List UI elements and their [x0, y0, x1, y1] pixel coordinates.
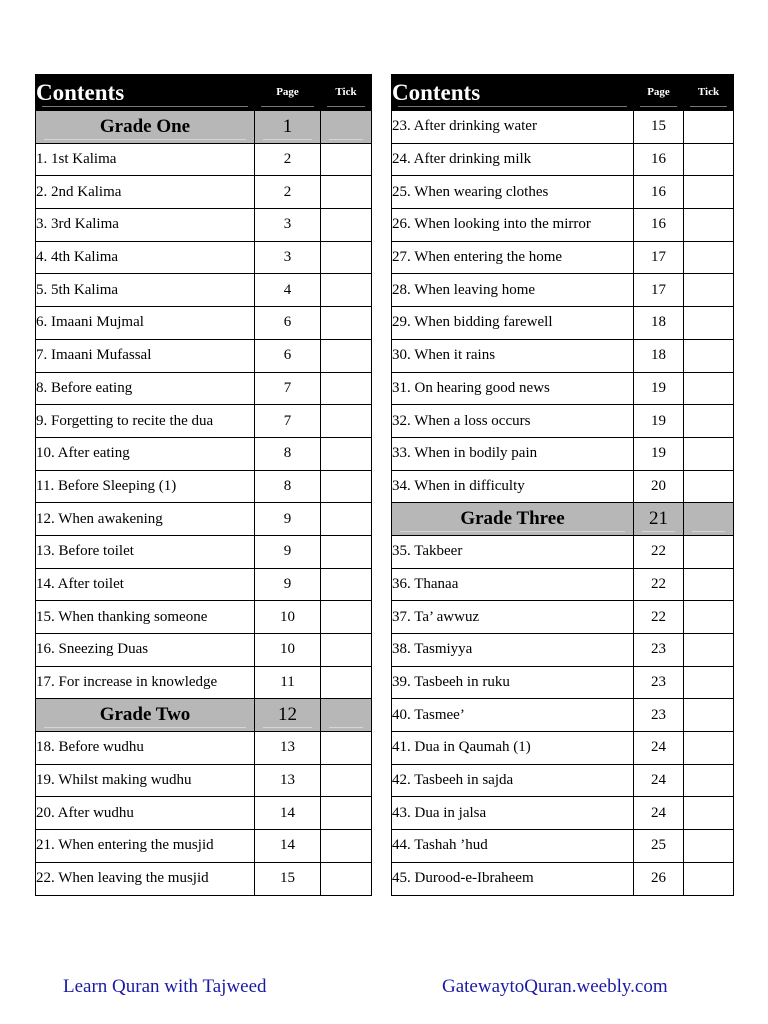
- page-number: 24: [634, 797, 684, 830]
- contents-header-right: [392, 75, 734, 111]
- tick-box[interactable]: [684, 241, 734, 274]
- entry-title: 25. When wearing clothes: [392, 176, 634, 209]
- page-number: 12: [255, 699, 321, 732]
- entry-title: 6. Imaani Mujmal: [36, 307, 255, 340]
- tick-box[interactable]: [684, 764, 734, 797]
- entry-title: 30. When it rains: [392, 339, 634, 372]
- entry-title: 7. Imaani Mufassal: [36, 339, 255, 372]
- tick-column-header: Tick: [684, 75, 734, 111]
- tick-box[interactable]: [684, 732, 734, 765]
- tick-box[interactable]: [321, 535, 372, 568]
- entry-title: 33. When in bodily pain: [392, 437, 634, 470]
- contents-right-body: [392, 75, 734, 896]
- contents-row: [36, 470, 372, 503]
- contents-row: [36, 143, 372, 176]
- cell-underline: [44, 727, 246, 728]
- grade-heading-row: [36, 699, 372, 732]
- contents-row: [36, 274, 372, 307]
- contents-table-right: [391, 74, 734, 896]
- grade-heading-row: [36, 111, 372, 144]
- contents-row: [36, 601, 372, 634]
- entry-title: 21. When entering the musjid: [36, 830, 255, 863]
- contents-title: Contents: [392, 75, 634, 111]
- entry-title: 16. Sneezing Duas: [36, 634, 255, 667]
- contents-header-left: [36, 75, 372, 111]
- tick-box[interactable]: [684, 862, 734, 895]
- tick-box[interactable]: [321, 176, 372, 209]
- page-number: 17: [634, 241, 684, 274]
- tick-box[interactable]: [321, 143, 372, 176]
- entry-title: 12. When awakening: [36, 503, 255, 536]
- page-number: 24: [634, 764, 684, 797]
- contents-row: [36, 830, 372, 863]
- page-number: 26: [634, 862, 684, 895]
- page-number: 15: [255, 862, 321, 895]
- contents-row: [36, 176, 372, 209]
- page-number: 3: [255, 241, 321, 274]
- entry-title: 13. Before toilet: [36, 535, 255, 568]
- tick-box[interactable]: [684, 143, 734, 176]
- tick-box[interactable]: [684, 503, 734, 536]
- contents-row: [36, 209, 372, 242]
- contents-row: [392, 732, 734, 765]
- entry-title: 28. When leaving home: [392, 274, 634, 307]
- page-number: 23: [634, 666, 684, 699]
- page-number: 14: [255, 797, 321, 830]
- entry-title: 39. Tasbeeh in ruku: [392, 666, 634, 699]
- tick-box[interactable]: [684, 699, 734, 732]
- cell-underline: [44, 139, 246, 140]
- tick-box[interactable]: [684, 111, 734, 144]
- entry-title: 38. Tasmiyya: [392, 634, 634, 667]
- tick-box[interactable]: [321, 470, 372, 503]
- contents-row: [392, 437, 734, 470]
- contents-row: [392, 143, 734, 176]
- entry-title: 37. Ta’ awwuz: [392, 601, 634, 634]
- tick-box[interactable]: [321, 699, 372, 732]
- page-number: 10: [255, 601, 321, 634]
- contents-row: [36, 339, 372, 372]
- contents-row: [36, 307, 372, 340]
- tick-box[interactable]: [321, 797, 372, 830]
- entry-title: 36. Thanaa: [392, 568, 634, 601]
- page-number: 2: [255, 143, 321, 176]
- contents-row: [36, 535, 372, 568]
- tick-box[interactable]: [684, 274, 734, 307]
- tick-box[interactable]: [321, 339, 372, 372]
- page-number: 10: [255, 634, 321, 667]
- contents-row: [36, 437, 372, 470]
- tick-box[interactable]: [684, 176, 734, 209]
- tick-column-header: Tick: [321, 75, 372, 111]
- contents-row: [392, 568, 734, 601]
- cell-underline: [329, 727, 363, 728]
- contents-table-left: [35, 74, 372, 896]
- cell-underline: [642, 531, 675, 532]
- contents-row: [392, 666, 734, 699]
- tick-box[interactable]: [684, 405, 734, 438]
- tick-box[interactable]: [684, 372, 734, 405]
- page-number: 19: [634, 372, 684, 405]
- tick-box[interactable]: [321, 601, 372, 634]
- contents-row: [36, 862, 372, 895]
- tick-box[interactable]: [684, 797, 734, 830]
- entry-title: 5. 5th Kalima: [36, 274, 255, 307]
- page-number: 17: [634, 274, 684, 307]
- entry-title: 26. When looking into the mirror: [392, 209, 634, 242]
- contents-row: [392, 634, 734, 667]
- contents-row: [36, 797, 372, 830]
- grade-heading-row: [392, 503, 734, 536]
- tick-box[interactable]: [684, 470, 734, 503]
- grade-title: Grade One: [36, 111, 255, 144]
- cell-underline: [329, 139, 363, 140]
- entry-title: 10. After eating: [36, 437, 255, 470]
- entry-title: 41. Dua in Qaumah (1): [392, 732, 634, 765]
- page-number: 6: [255, 307, 321, 340]
- page-number: 21: [634, 503, 684, 536]
- entry-title: 40. Tasmee’: [392, 699, 634, 732]
- tick-box[interactable]: [321, 241, 372, 274]
- page-number: 4: [255, 274, 321, 307]
- entry-title: 23. After drinking water: [392, 111, 634, 144]
- tick-box[interactable]: [684, 339, 734, 372]
- page-number: 9: [255, 535, 321, 568]
- page-number: 23: [634, 634, 684, 667]
- contents-row: [392, 111, 734, 144]
- page-number: 16: [634, 176, 684, 209]
- entry-title: 45. Durood-e-Ibraheem: [392, 862, 634, 895]
- tick-box[interactable]: [321, 634, 372, 667]
- contents-row: [392, 830, 734, 863]
- entry-title: 31. On hearing good news: [392, 372, 634, 405]
- contents-row: [392, 764, 734, 797]
- entry-title: 2. 2nd Kalima: [36, 176, 255, 209]
- tick-box[interactable]: [684, 634, 734, 667]
- page-number: 18: [634, 307, 684, 340]
- page-number: 24: [634, 732, 684, 765]
- page-number: 16: [634, 209, 684, 242]
- tick-box[interactable]: [684, 535, 734, 568]
- page-number: 22: [634, 601, 684, 634]
- tick-box[interactable]: [684, 209, 734, 242]
- entry-title: 20. After wudhu: [36, 797, 255, 830]
- cell-underline: [263, 727, 312, 728]
- entry-title: 18. Before wudhu: [36, 732, 255, 765]
- tick-box[interactable]: [321, 764, 372, 797]
- contents-row: [392, 176, 734, 209]
- contents-row: [392, 241, 734, 274]
- entry-title: 44. Tashah ’hud: [392, 830, 634, 863]
- page-number: 13: [255, 764, 321, 797]
- contents-row: [392, 699, 734, 732]
- page-number: 16: [634, 143, 684, 176]
- tick-box[interactable]: [684, 568, 734, 601]
- tick-box[interactable]: [321, 209, 372, 242]
- entry-title: 8. Before eating: [36, 372, 255, 405]
- tick-box[interactable]: [684, 830, 734, 863]
- contents-row: [36, 241, 372, 274]
- page-number: 11: [255, 666, 321, 699]
- page-number: 22: [634, 535, 684, 568]
- page-column-header: Page: [255, 75, 321, 111]
- tick-box[interactable]: [321, 274, 372, 307]
- page-number: 22: [634, 568, 684, 601]
- entry-title: 14. After toilet: [36, 568, 255, 601]
- tick-box[interactable]: [321, 372, 372, 405]
- page-number: 9: [255, 503, 321, 536]
- tick-box[interactable]: [684, 666, 734, 699]
- page-number: 3: [255, 209, 321, 242]
- contents-title: Contents: [36, 75, 255, 111]
- contents-row: [392, 307, 734, 340]
- page-number: 18: [634, 339, 684, 372]
- page-number: 23: [634, 699, 684, 732]
- entry-title: 4. 4th Kalima: [36, 241, 255, 274]
- contents-row: [36, 732, 372, 765]
- page-number: 2: [255, 176, 321, 209]
- page-number: 7: [255, 372, 321, 405]
- entry-title: 24. After drinking milk: [392, 143, 634, 176]
- tick-box[interactable]: [321, 405, 372, 438]
- tick-box[interactable]: [321, 666, 372, 699]
- entry-title: 9. Forgetting to recite the dua: [36, 405, 255, 438]
- tick-box[interactable]: [321, 732, 372, 765]
- page-number: 8: [255, 437, 321, 470]
- contents-row: [36, 764, 372, 797]
- entry-title: 43. Dua in jalsa: [392, 797, 634, 830]
- tick-box[interactable]: [321, 568, 372, 601]
- page-number: 15: [634, 111, 684, 144]
- contents-row: [392, 372, 734, 405]
- tick-box[interactable]: [321, 111, 372, 144]
- contents-row: [36, 634, 372, 667]
- contents-row: [36, 372, 372, 405]
- tick-box[interactable]: [321, 307, 372, 340]
- tick-box[interactable]: [684, 437, 734, 470]
- entry-title: 17. For increase in knowledge: [36, 666, 255, 699]
- contents-row: [392, 339, 734, 372]
- contents-row: [392, 405, 734, 438]
- entry-title: 32. When a loss occurs: [392, 405, 634, 438]
- contents-row: [392, 209, 734, 242]
- page-number: 6: [255, 339, 321, 372]
- contents-row: [36, 568, 372, 601]
- page-number: 14: [255, 830, 321, 863]
- entry-title: 27. When entering the home: [392, 241, 634, 274]
- contents-row: [392, 535, 734, 568]
- page-number: 20: [634, 470, 684, 503]
- entry-title: 29. When bidding farewell: [392, 307, 634, 340]
- page-number: 19: [634, 405, 684, 438]
- contents-row: [392, 470, 734, 503]
- contents-row: [36, 666, 372, 699]
- page-number: 13: [255, 732, 321, 765]
- footer-tagline: Learn Quran with Tajweed: [63, 976, 267, 997]
- page-number: 19: [634, 437, 684, 470]
- tick-box[interactable]: [321, 437, 372, 470]
- entry-title: 1. 1st Kalima: [36, 143, 255, 176]
- contents-row: [392, 601, 734, 634]
- contents-row: [392, 797, 734, 830]
- entry-title: 22. When leaving the musjid: [36, 862, 255, 895]
- tick-box[interactable]: [321, 503, 372, 536]
- tick-box[interactable]: [684, 601, 734, 634]
- tick-box[interactable]: [321, 862, 372, 895]
- tick-box[interactable]: [321, 830, 372, 863]
- footer-website: GatewaytoQuran.weebly.com: [442, 976, 668, 997]
- contents-row: [36, 405, 372, 438]
- page-number: 8: [255, 470, 321, 503]
- contents-row: [392, 862, 734, 895]
- entry-title: 3. 3rd Kalima: [36, 209, 255, 242]
- cell-underline: [400, 531, 625, 532]
- entry-title: 15. When thanking someone: [36, 601, 255, 634]
- contents-left-body: [36, 75, 372, 896]
- cell-underline: [263, 139, 312, 140]
- tick-box[interactable]: [684, 307, 734, 340]
- cell-underline: [692, 531, 725, 532]
- entry-title: 34. When in difficulty: [392, 470, 634, 503]
- page-number: 1: [255, 111, 321, 144]
- page-number: 25: [634, 830, 684, 863]
- page-number: 7: [255, 405, 321, 438]
- page-column-header: Page: [634, 75, 684, 111]
- entry-title: 35. Takbeer: [392, 535, 634, 568]
- grade-title: Grade Three: [392, 503, 634, 536]
- page-number: 9: [255, 568, 321, 601]
- contents-row: [392, 274, 734, 307]
- contents-row: [36, 503, 372, 536]
- entry-title: 42. Tasbeeh in sajda: [392, 764, 634, 797]
- entry-title: 19. Whilst making wudhu: [36, 764, 255, 797]
- entry-title: 11. Before Sleeping (1): [36, 470, 255, 503]
- grade-title: Grade Two: [36, 699, 255, 732]
